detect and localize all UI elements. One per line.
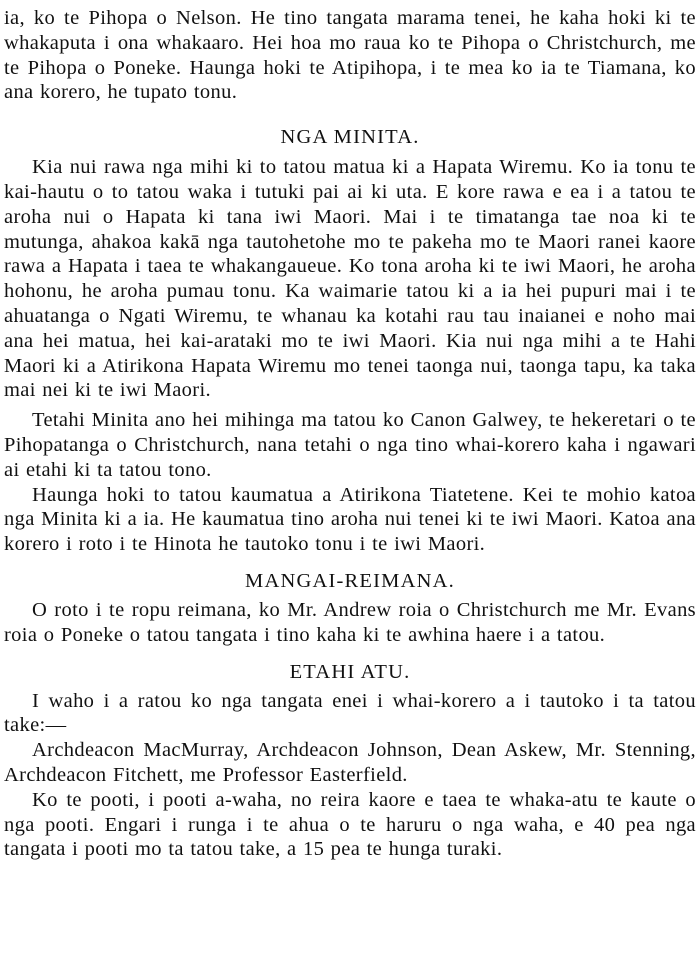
paragraph-hapata-wiremu: Kia nui rawa nga mihi ki to tatou matua ki a Hapata Wiremu. Ko ia tonu te kai-hautu o to tatou waka i tutuki pai ai ki uta. E kore rawa e ea i a tatou te aroha nui o Hapata ki tana iwi Maori. Mai i te timatanga tae noa ki te mutunga, ahakoa kakā nga tautohetohe mo te pakeha mo te Maori ranei kaore rawa a Hapata i taea te whakangaueue. Ko tona aroha ki te iwi Maori, he aroha hohonu, he aroha pumau tonu. Ka waimarie tatou ki a ia hei pupuri mai i te ahuatanga o Ngati Wiremu, te whanau ka kotahi rau tau inaianei e noho mai ana hei matua, hei kai-arataki mo te iwi Maori. Kia nui nga mihi a te Hahi Maori ki a Atirikona Hapata Wiremu mo tenei taonga nui, taonga tapu, ka taka mai nei ki te iwi Maori.	[4, 156, 696, 402]
paragraph-tiatetene: Haunga hoki to tatou kaumatua a Atirikona Tiatetene. Kei te mohio katoa nga Minita ki a ia. He kaumatua tino aroha nui tenei ki te iwi Maori. Katoa ana korero i roto i te Hinota he tautoko tonu i te iwi Maori.	[4, 483, 696, 556]
paragraph-lay-representatives: O roto i te ropu reimana, ko Mr. Andrew roia o Christchurch me Mr. Evans roia o Poneke o tatou tangata i tino kaha ki te awhina haere i a tatou.	[4, 598, 696, 646]
paragraph-bishops-continued: ia, ko te Pihopa o Nelson. He tino tangata marama tenei, he kaha hoki ki te whakaputa i ona whakaaro. Hei hoa mo raua ko te Pihopa o Christchurch, me te Pihopa o Poneke. Haunga hoki te Atipihopa, i te mea ko ia te Tiamana, ko ana korero, he tupato tonu.	[4, 7, 696, 104]
paragraph-voting: Ko te pooti, i pooti a-waha, no reira kaore e taea te whaka-atu te kaute o nga pooti. Engari i runga i te ahua o te haruru o nga waha, e 40 pea nga tangata i pooti mo ta tatou take, a 15 pea te hunga turaki.	[4, 788, 696, 861]
paragraph-canon-galwey: Tetahi Minita ano hei mihinga ma tatou ko Canon Galwey, te hekeretari o te Pihopatanga o Christchurch, nana tetahi o nga tino whai-korero kaha i ngawari ai etahi ki ta tatou tono.	[4, 409, 696, 481]
heading-nga-minita: NGA MINITA.	[280, 126, 420, 149]
paragraph-other-speakers: I waho i a ratou ko nga tangata enei i whai-korero a i tautoko i ta tatou take:—	[4, 689, 696, 737]
heading-mangai-reimana: MANGAI-REIMANA.	[245, 569, 455, 592]
heading-etahi-atu: ETAHI ATU.	[289, 660, 411, 683]
paragraph-speaker-list: Archdeacon MacMurray, Archdeacon Johnson, Dean Askew, Mr. Stenning, Archdeacon Fitchett, me Professor Easterfield.	[4, 739, 696, 786]
